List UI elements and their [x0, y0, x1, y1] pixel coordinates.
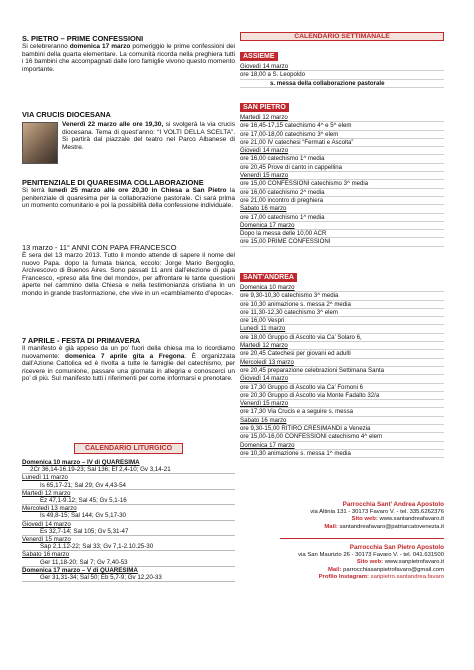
schedule-day: Sabato 16 marzo: [240, 205, 444, 213]
parish-email-link[interactable]: parrocchiasanpietrofavaro@gmail.com: [343, 566, 444, 573]
section-penitenziale: [22, 178, 235, 210]
liturgy-day: Giovedì 14 marzo: [22, 520, 71, 528]
schedule-day: Mercoledì 13 marzo: [240, 359, 444, 367]
calendario-liturgico: [22, 437, 235, 582]
schedule-entry: ore 16,00 Vespri: [240, 317, 444, 325]
sant-andrea-title: SANT’ANDREA: [240, 273, 297, 282]
liturgy-readings: Ger 31,31-34; Sal 50; Eb 5,7-9; Gv 12,20-33: [22, 574, 235, 582]
liturgy-readings: Is 49,8-15; Sal 144; Gv 5,17-30: [22, 512, 235, 520]
schedule-entry: s. messa della collaborazione pastorale: [240, 80, 444, 88]
section-title: S. PIETRO – PRIME CONFESSIONI: [22, 34, 144, 43]
schedule-entry: ore 15,00 PRIME CONFESSIONI: [240, 238, 444, 246]
section-festa-primavera: [22, 336, 235, 383]
schedule-day: Domenica 10 marzo: [240, 284, 444, 292]
parrocchia-san-pietro: [240, 544, 444, 581]
instagram-link[interactable]: sanpietro.santandrea.favaro: [370, 573, 444, 580]
schedule-entry: ore 21,00 IV catechesi “Fermati e Ascolta”: [240, 139, 444, 147]
instagram-label: Profilo Instagram:: [318, 573, 369, 580]
section-via-crucis: [22, 110, 235, 164]
section-body: È sera del 13 marzo 2013. Tutto il mondo attende di sapere il nome del nuovo Papa. dopo la fumata bianca, eccolo: Jorge Mario Bergoglio, Arcivescovo di Buenos Aires. Sono passati 11 anni dall’elezione di papa Francesco, «preso alla fine del mondo», per affrontare le tante questioni aperte nel cammino della Chiesa e nella testimonianza cristiana in un mondo in grande trasformazione, che vive in un «cambiamento d’epoca».: [22, 252, 235, 297]
section-title: VIA CRUCIS DIOCESANA: [22, 110, 111, 119]
schedule-entry: ore 16,00 catechismo 1^ media: [240, 155, 444, 163]
liturgy-readings: Es 32,7-14; Sal 105; Gv 5,31-47: [22, 528, 235, 536]
section-body: Si celebreranno domenica 17 marzo pomeriggio le prime confessioni dei bambini della quarta elementare. La comunità ricorda nella preghiera tutti i 16 bambini che accompagnati dalle loro famiglie vivono questo momento importante.: [22, 43, 236, 73]
liturgy-readings: Sap 2,1.12-22; Sal 33; Gv 7,1-2.10.25-30: [22, 543, 235, 551]
section-title: 13 marzo - 11° ANNI CON PAPA FRANCESCO: [22, 243, 177, 252]
schedule-entry: ore 18,00 Gruppo di Ascolto via Ca’ Solaro 6,: [240, 334, 444, 342]
assieme-title: ASSIEME: [240, 52, 278, 61]
schedule-entry: ore 15,00 CONFESSIONI catechismo 3^ media: [240, 180, 444, 188]
schedule-entry: ore 9,30-15,00 RITIRO CRESIMANDI a Venezia: [240, 425, 444, 433]
schedule-entry: ore 15,00-16,00 CONFESSIONI catechismo 4^ elem: [240, 433, 444, 441]
schedule-entry: ore 10,30 animazione s. messa 2^ media: [240, 301, 444, 309]
assieme-rows: [240, 63, 444, 88]
liturgy-day: Mercoledì 13 marzo: [22, 505, 77, 513]
liturgy-day: Sabato 16 marzo: [22, 551, 70, 559]
liturgy-day: Venerdì 15 marzo: [22, 536, 71, 544]
schedule-entry: ore 17,00-18,00 catechismo 3^ elem: [240, 131, 444, 139]
section-body: Venerdì 22 marzo alle ore 19,30, si svolgerà la via crucis diocesana. Tema di quest’anno: “I VOLTI DELLA SCELTA”. Si partirà dal piazzale del teatro nel Parco Albanese di Mestre.: [62, 121, 235, 151]
schedule-entry: ore 10,30 animazione s. messa 1^ media: [240, 450, 444, 458]
schedule-day: Giovedì 14 marzo: [240, 63, 444, 71]
section-san-pietro: [240, 96, 444, 247]
schedule-day: Sabato 16 marzo: [240, 417, 444, 425]
schedule-day: Martedì 12 marzo: [240, 114, 444, 122]
liturgy-day: Martedì 12 marzo: [22, 489, 71, 497]
liturgy-readings: Is 65,17-21; Sal 29; Gv 4,43-54: [22, 482, 235, 490]
section-prime-confessioni: [22, 34, 235, 73]
section-body: Si terrà lunedì 25 marzo alle ore 20,30 in Chiesa a San Pietro la penitenziale di quaresima per la collaborazione pastorale. Ci sarà prima un momento comunitario e poi la possibilità della confessione individuale.: [22, 187, 236, 210]
schedule-entry: ore 20,45 Catechesi per giovani ed adulti: [240, 350, 444, 358]
schedule-entry: ore 21,00 incontro di preghiera: [240, 197, 444, 205]
schedule-entry: ore 16,00 catechismo 2^ media: [240, 189, 444, 197]
divider: [280, 538, 444, 539]
schedule-day: Domenica 17 marzo: [240, 222, 444, 230]
section-sant-andrea: [240, 266, 444, 458]
schedule-day: Giovedì 14 marzo: [240, 375, 444, 383]
mail-label: Mail:: [328, 566, 342, 573]
schedule-entry: ore 20,30 Gruppo di Ascolto via Monte Fadalto 32/a: [240, 392, 444, 400]
schedule-day: Lunedì 11 marzo: [240, 325, 444, 333]
calendario-settimanale-title: CALENDARIO SETTIMANALE: [240, 32, 444, 41]
parish-address: via Altinia 131 - 30173 Favaro V. - tel. 335.6262376: [310, 509, 444, 516]
section-assieme: [240, 45, 444, 88]
liturgy-readings: Ger 11,18-20; Sal 7; Gv 7,40-53: [22, 559, 235, 567]
schedule-entry: ore 18,00 a S. Leopoldo: [240, 71, 444, 79]
section-title: 7 APRILE - FESTA DI PRIMAVERA: [22, 336, 141, 345]
sant-andrea-rows: [240, 284, 444, 458]
liturgy-day: Domenica 10 marzo – IV di QUARESIMA: [22, 459, 140, 466]
parrocchia-sant-andrea: [240, 501, 444, 531]
schedule-entry: ore 9,30-10,30 catechismo 3^ media: [240, 292, 444, 300]
section-papa-francesco: [22, 243, 235, 298]
parish-website-link[interactable]: www.santandreafavaro.it: [379, 516, 444, 523]
liturgico-list: [22, 459, 235, 582]
schedule-entry: Dopo la messa delle 10,00 ACR: [240, 230, 444, 238]
calendario-settimanale-header: [240, 32, 444, 41]
liturgico-title: CALENDARIO LITURGICO: [74, 443, 183, 454]
via-crucis-photo: [22, 122, 58, 164]
schedule-day: Martedì 12 marzo: [240, 342, 444, 350]
parish-address: via San Maurizio 26 - 30173 Favaro V. - tel. 041.631500: [298, 552, 444, 559]
schedule-day: Venerdì 15 marzo: [240, 172, 444, 180]
schedule-entry: ore 17,30 Gruppo di Ascolto via Ca’ Fornoni 6: [240, 384, 444, 392]
section-title: PENITENZIALE DI QUARESIMA COLLABORAZIONE: [22, 178, 204, 187]
parish-email-link[interactable]: santandreafavaro@patriarcatovenezia.it: [339, 523, 444, 530]
schedule-entry: ore 11,30-12,30 catechismo 3^ elem: [240, 309, 444, 317]
section-body: Il manifesto è già appeso da un po’ fuori della chiesa ma lo ricordiamo nuovamente: domenica 7 aprile gita a Fregona. È organizzata dall’Azione Cattolica ed è rivolta a tutte le famiglie del catechismo, per ricevere in comunione, passare una giornata in allegria e conoscerci un po’ di più. Sul manifesto tutti i riferimenti per come informarsi e prenotare.: [22, 345, 236, 383]
parish-name: Parrocchia Sant’ Andrea Apostolo: [342, 501, 444, 508]
web-label: Sito web:: [356, 559, 384, 566]
schedule-day: Domenica 17 marzo: [240, 442, 444, 450]
parish-website-link[interactable]: www.sanpietrofavaro.it: [384, 559, 444, 566]
san-pietro-rows: [240, 114, 444, 247]
parish-name: Parrocchia San Pietro Apostolo: [349, 544, 444, 551]
schedule-entry: ore 17,30 Via Crucis e a seguire s. messa: [240, 408, 444, 416]
liturgy-readings: 2Cr 36,14-16.19-23; Sal 136; Ef 2,4-10; Gv 3,14-21: [22, 466, 235, 474]
mail-label: Mail:: [324, 523, 338, 530]
schedule-entry: ore 20,45 preparazione celebrazioni Settimana Santa: [240, 367, 444, 375]
liturgy-day: Domenica 17 marzo – V di QUARESIMA: [22, 566, 138, 574]
schedule-day: Venerdì 15 marzo: [240, 400, 444, 408]
schedule-entry: ore 20,45 Prove di canto in cappellina: [240, 164, 444, 172]
schedule-entry: ore 17,00 catechismo 1^ media: [240, 214, 444, 222]
schedule-day: Giovedì 14 marzo: [240, 147, 444, 155]
liturgy-readings: Ez 47,1-9.12; Sal 45; Gv 5,1-16: [22, 497, 235, 505]
schedule-entry: ore 16,45-17,15 catechismo 4^ e 5^ elem: [240, 122, 444, 130]
san-pietro-title: SAN PIETRO: [240, 103, 289, 112]
liturgy-day: Lunedì 11 marzo: [22, 474, 68, 482]
web-label: Sito web:: [351, 516, 378, 523]
